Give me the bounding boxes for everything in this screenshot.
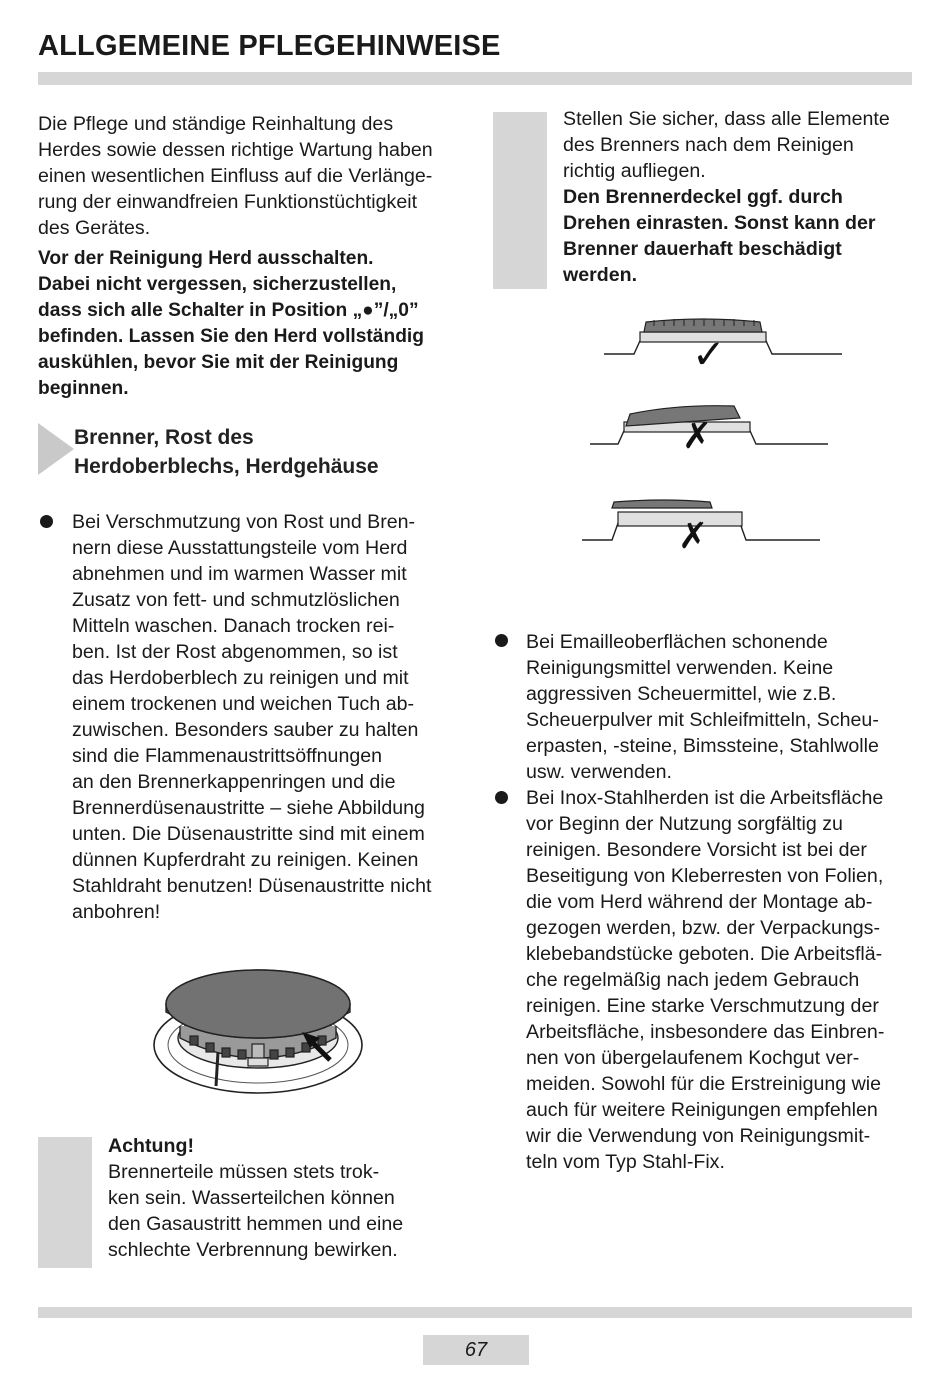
intro-paragraph bbox=[38, 111, 458, 241]
bullet-paragraph-burner-cleaning: Bei Verschmutzung von Rost und Bren- nern diese Ausstattungsteile vom Herd abnehmen und im warmen Wasser mit Zusatz von fett- und schmutzlöslichen Mitteln waschen. Danach trocken rei- ben. Ist der Rost abgenommen, so ist das Herdoberblech zu reinigen und mit einem trockenen und weichen Tuch ab- zuwischen. Besonders sauber zu halten sind die Flammenaustrittsöffnungen an den Brennerkappenringen und die Brennerdüsenaustritte – siehe Abbildung unten. Die Düsenaustritte sind mit einem dünnen Kupferdraht zu reinigen. Keinen Stahldraht benutzen! Düsenaustritte nicht anbohren! bbox=[72, 511, 432, 923]
note-achtung: Achtung! Brennerteile müssen stets trok- ken sein. Wasserteilchen können den Gasaustritt hemmen und eine schlechte Verbrennung bewirken. bbox=[108, 1133, 458, 1263]
bullet-icon bbox=[40, 515, 53, 528]
burner-correct-diagram bbox=[600, 312, 850, 378]
burner-misaligned-diagram bbox=[580, 498, 830, 557]
footer-rule bbox=[38, 1307, 912, 1318]
warning-paragraph bbox=[38, 246, 458, 402]
page-number: 67 bbox=[423, 1335, 529, 1365]
warning-line: Vor der Reinigung Herd ausschalten. bbox=[38, 248, 374, 269]
wrong-mark-2: ✗ bbox=[678, 516, 709, 557]
note-marker-bar-right bbox=[493, 112, 547, 289]
section-heading: Brenner, Rost des Herdoberblechs, Herdgehäuse bbox=[74, 426, 379, 478]
intro-line: Die Pflege und ständige Reinhaltung des bbox=[38, 113, 394, 135]
wrong-mark-1: ✗ bbox=[682, 416, 713, 457]
bullet-icon bbox=[495, 791, 508, 804]
page-title: ALLGEMEINE PFLEGEHINWEISE bbox=[38, 30, 501, 62]
intro-line: Herdes sowie dessen richtige Wartung haben bbox=[38, 139, 433, 161]
header-rule bbox=[38, 72, 912, 85]
note-marker-bar bbox=[38, 1137, 92, 1268]
burner-tilted-diagram bbox=[588, 402, 838, 457]
correct-mark: ✓ bbox=[692, 332, 726, 378]
note-title: Achtung! bbox=[108, 1135, 194, 1157]
bullet-paragraph-enamel: Bei Emailleoberflächen schonende Reinigungsmittel verwenden. Keine aggressiven Scheuermittel, wie z.B. Scheuerpulver mit Schleifmitteln, Scheu- erpasten, -steine, Bimssteine, Stahlwolle usw. verwenden. bbox=[526, 631, 879, 783]
note-burner-placement: Stellen Sie sicher, dass alle Elemente des Brenners nach dem Reinigen richtig aufliegen. Den Brennerdeckel ggf. durch Drehen einrasten. Sonst kann der Brenner dauerhaft beschädigt werden. bbox=[563, 108, 890, 286]
warning-line: befinden. Lassen Sie den Herd vollständig bbox=[38, 326, 424, 347]
warning-line: beginnen. bbox=[38, 378, 129, 399]
intro-line: einen wesentlichen Einfluss auf die Verlänge- bbox=[38, 165, 433, 187]
section-arrow-icon bbox=[38, 423, 78, 475]
intro-line: des Gerätes. bbox=[38, 217, 151, 239]
warning-line: auskühlen, bevor Sie mit der Reinigung bbox=[38, 352, 399, 373]
warning-line: Dabei nicht vergessen, sicherzustellen, bbox=[38, 274, 397, 295]
bullet-icon bbox=[495, 634, 508, 647]
burner-nozzle-illustration bbox=[150, 960, 370, 1100]
warning-line: dass sich alle Schalter in Position „●”/„0” bbox=[38, 300, 419, 321]
intro-line: rung der einwandfreien Funktionstüchtigkeit bbox=[38, 191, 418, 213]
bullet-paragraph-inox: Bei Inox-Stahlherden ist die Arbeitsfläche vor Beginn der Nutzung sorgfältig zu reinigen. Besondere Vorsicht ist bei der Beseitigung von Kleberresten von Folien, die vom Herd während der Montage ab- gezogen werden, bzw. der Verpackungs- klebebandstücke geboten. Die Arbeitsflä- che regelmäßig nach jedem Gebrauch reinigen. Eine starke Verschmutzung der Arbeitsfläche, insbesondere das Einbren- nen von übergelaufenem Kochgut ver- meiden. Sowohl für die Erstreinigung wie auch für weitere Reinigungen empfehlen wir die Verwendung von Reinigungsmit- teln vom Typ Stahl-Fix. bbox=[526, 787, 885, 1173]
